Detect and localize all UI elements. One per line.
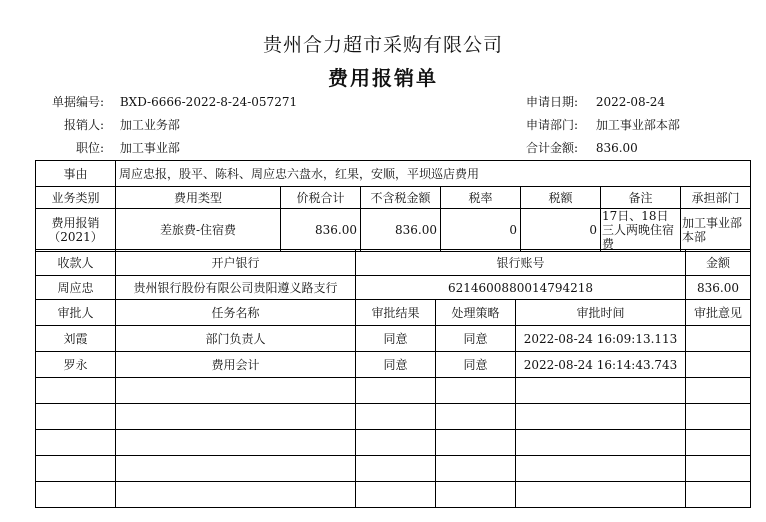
task-name xyxy=(116,404,356,430)
header-total-with-tax: 价税合计 xyxy=(281,187,361,209)
matter-text: 周应忠报，股平、陈科、周应忠六盘水，红果，安顺，平坝巡店费用 xyxy=(116,161,751,187)
approver xyxy=(36,482,116,508)
approval-result xyxy=(356,456,436,482)
approval-result: 同意 xyxy=(356,352,436,378)
header-type: 费用类型 xyxy=(116,187,281,209)
doc-number-value: BXD-6666-2022-8-24-057271 xyxy=(119,95,298,109)
header-strategy: 处理策略 xyxy=(436,300,516,326)
approver: 罗永 xyxy=(36,352,116,378)
approval-strategy: 同意 xyxy=(436,326,516,352)
apply-dept-row xyxy=(520,116,680,133)
approval-time xyxy=(516,482,686,508)
apply-dept-label: 申请部门: xyxy=(525,118,578,132)
approval-strategy xyxy=(436,456,516,482)
table-row xyxy=(36,276,751,300)
header-approver: 审批人 xyxy=(36,300,116,326)
approval-result xyxy=(356,404,436,430)
approval-strategy xyxy=(436,404,516,430)
expense-total-with-tax: 836.00 xyxy=(281,209,361,252)
expense-note: 17日、18日三人两晚住宿费 xyxy=(601,209,681,252)
header-tax-amount: 税额 xyxy=(521,187,601,209)
approval-strategy: 同意 xyxy=(436,352,516,378)
approval-opinion xyxy=(686,378,751,404)
task-name xyxy=(116,482,356,508)
payee-name: 周应忠 xyxy=(36,276,116,300)
company-name: 贵州合力超市采购有限公司 xyxy=(262,34,503,56)
payee-amount: 836.00 xyxy=(686,276,751,300)
table-row xyxy=(36,482,751,508)
header-payee: 收款人 xyxy=(36,250,116,276)
table-row xyxy=(36,404,751,430)
approval-opinion xyxy=(686,456,751,482)
approval-strategy xyxy=(436,482,516,508)
position-label: 职位: xyxy=(75,141,104,155)
document-title: 费用报销单 xyxy=(328,66,438,90)
header-bank: 开户银行 xyxy=(116,250,356,276)
claimant-label: 报销人: xyxy=(63,118,104,132)
doc-number-label: 单据编号: xyxy=(51,95,104,109)
approval-result xyxy=(356,430,436,456)
expense-header-row xyxy=(36,187,751,209)
table-row xyxy=(36,430,751,456)
approval-time xyxy=(516,404,686,430)
approval-result xyxy=(356,378,436,404)
approver xyxy=(36,378,116,404)
approval-result: 同意 xyxy=(356,326,436,352)
approval-opinion xyxy=(686,352,751,378)
approval-opinion xyxy=(686,430,751,456)
position-row xyxy=(40,139,180,156)
header-account: 银行账号 xyxy=(356,250,686,276)
header-amount-ex-tax: 不含税金额 xyxy=(361,187,441,209)
matter-label: 事由 xyxy=(36,161,116,187)
total-amount-row xyxy=(520,139,638,156)
table-row xyxy=(36,352,751,378)
approval-opinion xyxy=(686,404,751,430)
expense-dept: 加工事业部本部 xyxy=(681,209,751,252)
approval-time xyxy=(516,456,686,482)
header-tax-rate: 税率 xyxy=(441,187,521,209)
expense-type: 差旅费-住宿费 xyxy=(116,209,281,252)
payee-bank: 贵州银行股份有限公司贵阳遵义路支行 xyxy=(116,276,356,300)
task-name xyxy=(116,430,356,456)
approver: 刘霞 xyxy=(36,326,116,352)
task-name: 费用会计 xyxy=(116,352,356,378)
total-amount-value: 836.00 xyxy=(595,141,638,155)
approval-time: 2022-08-24 16:09:13.113 xyxy=(516,326,686,352)
approval-result xyxy=(356,482,436,508)
approver xyxy=(36,404,116,430)
approval-opinion xyxy=(686,326,751,352)
approval-time xyxy=(516,378,686,404)
header-time: 审批时间 xyxy=(516,300,686,326)
header-opinion: 审批意见 xyxy=(686,300,751,326)
apply-date-row xyxy=(520,93,665,110)
approval-strategy xyxy=(436,430,516,456)
table-row xyxy=(36,209,751,252)
apply-date-label: 申请日期: xyxy=(525,95,578,109)
expense-amount-ex-tax: 836.00 xyxy=(361,209,441,252)
expense-table xyxy=(35,160,751,252)
expense-tax-amount: 0 xyxy=(521,209,601,252)
approval-opinion xyxy=(686,482,751,508)
header-task: 任务名称 xyxy=(116,300,356,326)
claimant-value: 加工业务部 xyxy=(119,118,180,132)
apply-date-value: 2022-08-24 xyxy=(595,95,666,109)
task-name xyxy=(116,378,356,404)
header-amount: 金额 xyxy=(686,250,751,276)
approval-header-row xyxy=(36,300,751,326)
approval-time xyxy=(516,430,686,456)
payee-header-row xyxy=(36,250,751,276)
task-name xyxy=(116,456,356,482)
table-row xyxy=(36,456,751,482)
matter-row xyxy=(36,161,751,187)
header-result: 审批结果 xyxy=(356,300,436,326)
apply-dept-value: 加工事业部本部 xyxy=(595,118,680,132)
table-row xyxy=(36,326,751,352)
header-dept: 承担部门 xyxy=(681,187,751,209)
total-amount-label: 合计金额: xyxy=(525,141,578,155)
claimant-row xyxy=(40,116,180,133)
approver xyxy=(36,456,116,482)
table-row xyxy=(36,378,751,404)
task-name: 部门负责人 xyxy=(116,326,356,352)
expense-tax-rate: 0 xyxy=(441,209,521,252)
approval-strategy xyxy=(436,378,516,404)
payee-approval-table xyxy=(35,249,751,508)
expense-category: 费用报销（2021） xyxy=(36,209,116,252)
approver xyxy=(36,430,116,456)
position-value: 加工事业部 xyxy=(119,141,180,155)
approval-time: 2022-08-24 16:14:43.743 xyxy=(516,352,686,378)
doc-number-row xyxy=(40,93,297,110)
payee-account: 6214600880014794218 xyxy=(356,276,686,300)
header-note: 备注 xyxy=(601,187,681,209)
header-category: 业务类别 xyxy=(36,187,116,209)
